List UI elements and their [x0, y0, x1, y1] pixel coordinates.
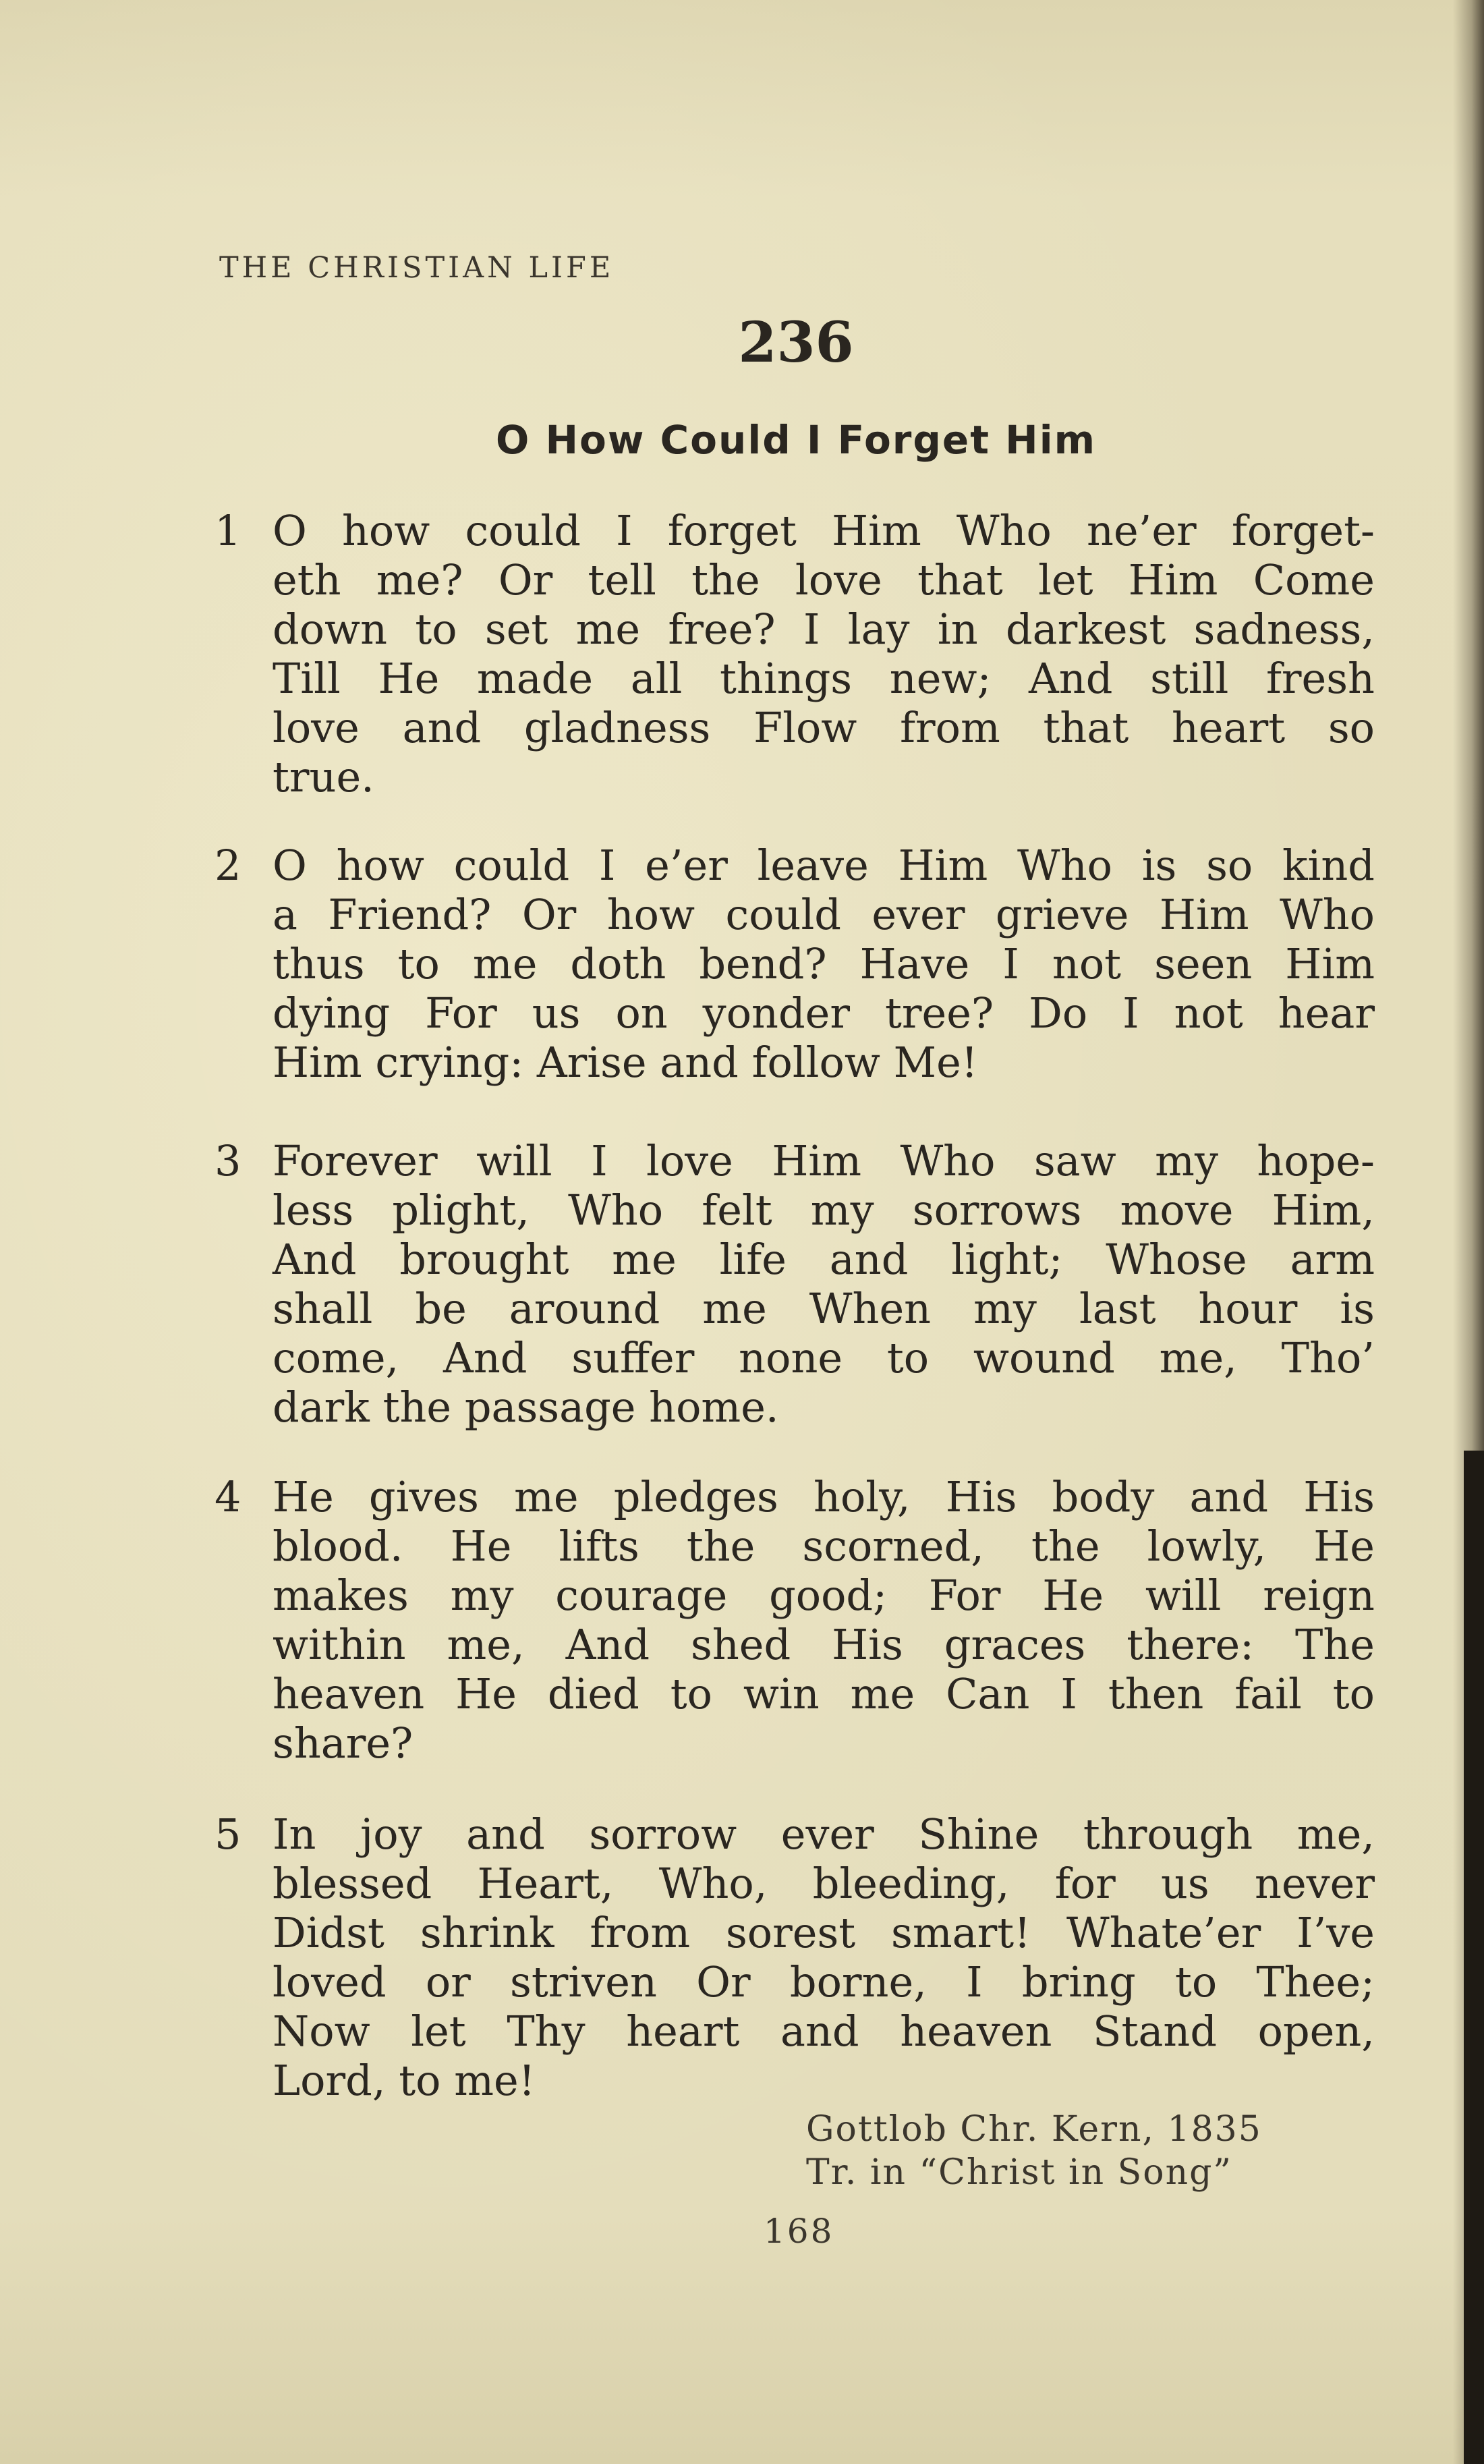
stanza-line: Lord, to me! — [273, 2056, 536, 2105]
stanza-line: makes my courage good; For He will reign — [273, 1571, 1375, 1620]
stanza-number: 5 — [215, 1810, 241, 1859]
stanza-line: down to set me free? I lay in darkest sadness, — [273, 605, 1375, 654]
translation-credit: Tr. in “Christ in Song” — [806, 2152, 1232, 2193]
stanza-line: Now let Thy heart and heaven Stand open, — [273, 2007, 1375, 2056]
stanza-line: dark the passage home. — [273, 1382, 779, 1432]
stanza-line: blessed Heart, Who, bleeding, for us never — [273, 1859, 1375, 1908]
stanza-line: In joy and sorrow ever Shine through me, — [273, 1810, 1375, 1859]
running-head: THE CHRISTIAN LIFE — [219, 251, 615, 285]
stanza-line: dying For us on yonder tree? Do I not hear — [273, 988, 1375, 1038]
stanza-number: 2 — [215, 841, 241, 890]
stanza-line: shall be around me When my last hour is — [273, 1284, 1375, 1333]
stanza-line: loved or striven Or borne, I bring to Thee; — [273, 1957, 1375, 2007]
hymn-number: 236 — [738, 310, 854, 375]
stanza-line: love and gladness Flow from that heart so — [273, 703, 1375, 752]
stanza-line: thus to me doth bend? Have I not seen Him — [273, 939, 1375, 988]
stanza-line: less plight, Who felt my sorrows move Him, — [273, 1185, 1375, 1235]
page-number: 168 — [764, 2212, 834, 2251]
author-credit: Gottlob Chr. Kern, 1835 — [806, 2109, 1262, 2150]
stanza-text — [273, 1136, 1375, 1432]
stanza-number: 4 — [215, 1472, 241, 1521]
stanza-number: 1 — [215, 506, 241, 555]
stanza-line: Till He made all things new; And still fresh — [273, 654, 1375, 703]
stanza-line: share? — [273, 1718, 413, 1768]
stanza-line: eth me? Or tell the love that let Him Come — [273, 555, 1375, 605]
stanza-text — [273, 841, 1375, 1087]
stanza-line: true. — [273, 752, 374, 802]
stanza-line: O how could I forget Him Who ne’er forget- — [273, 506, 1375, 555]
stanza-line: blood. He lifts the scorned, the lowly, He — [273, 1521, 1375, 1571]
hymn-title: O How Could I Forget Him — [495, 417, 1097, 463]
stanza-text — [273, 1472, 1375, 1768]
stanza-line: come, And suffer none to wound me, Tho’ — [273, 1333, 1375, 1382]
stanza-line: heaven He died to win me Can I then fail to — [273, 1669, 1375, 1718]
page-edge-dark — [1464, 1451, 1484, 2464]
stanza-text — [273, 1810, 1375, 2105]
stanza-text — [273, 506, 1375, 802]
stanza-line: Forever will I love Him Who saw my hope- — [273, 1136, 1375, 1185]
stanza-line: And brought me life and light; Whose arm — [273, 1235, 1375, 1284]
stanza-number: 3 — [215, 1136, 241, 1185]
stanza-line: within me, And shed His graces there: The — [273, 1620, 1375, 1669]
attribution — [806, 2108, 1379, 2194]
stanza-line: Didst shrink from sorest smart! Whate’er I’ve — [273, 1908, 1375, 1957]
stanza-line: He gives me pledges holy, His body and His — [273, 1472, 1375, 1521]
stanza-line: O how could I e’er leave Him Who is so kind — [273, 841, 1375, 890]
stanza-line: Him crying: Arise and follow Me! — [273, 1038, 978, 1087]
stanza-line: a Friend? Or how could ever grieve Him Who — [273, 890, 1375, 939]
